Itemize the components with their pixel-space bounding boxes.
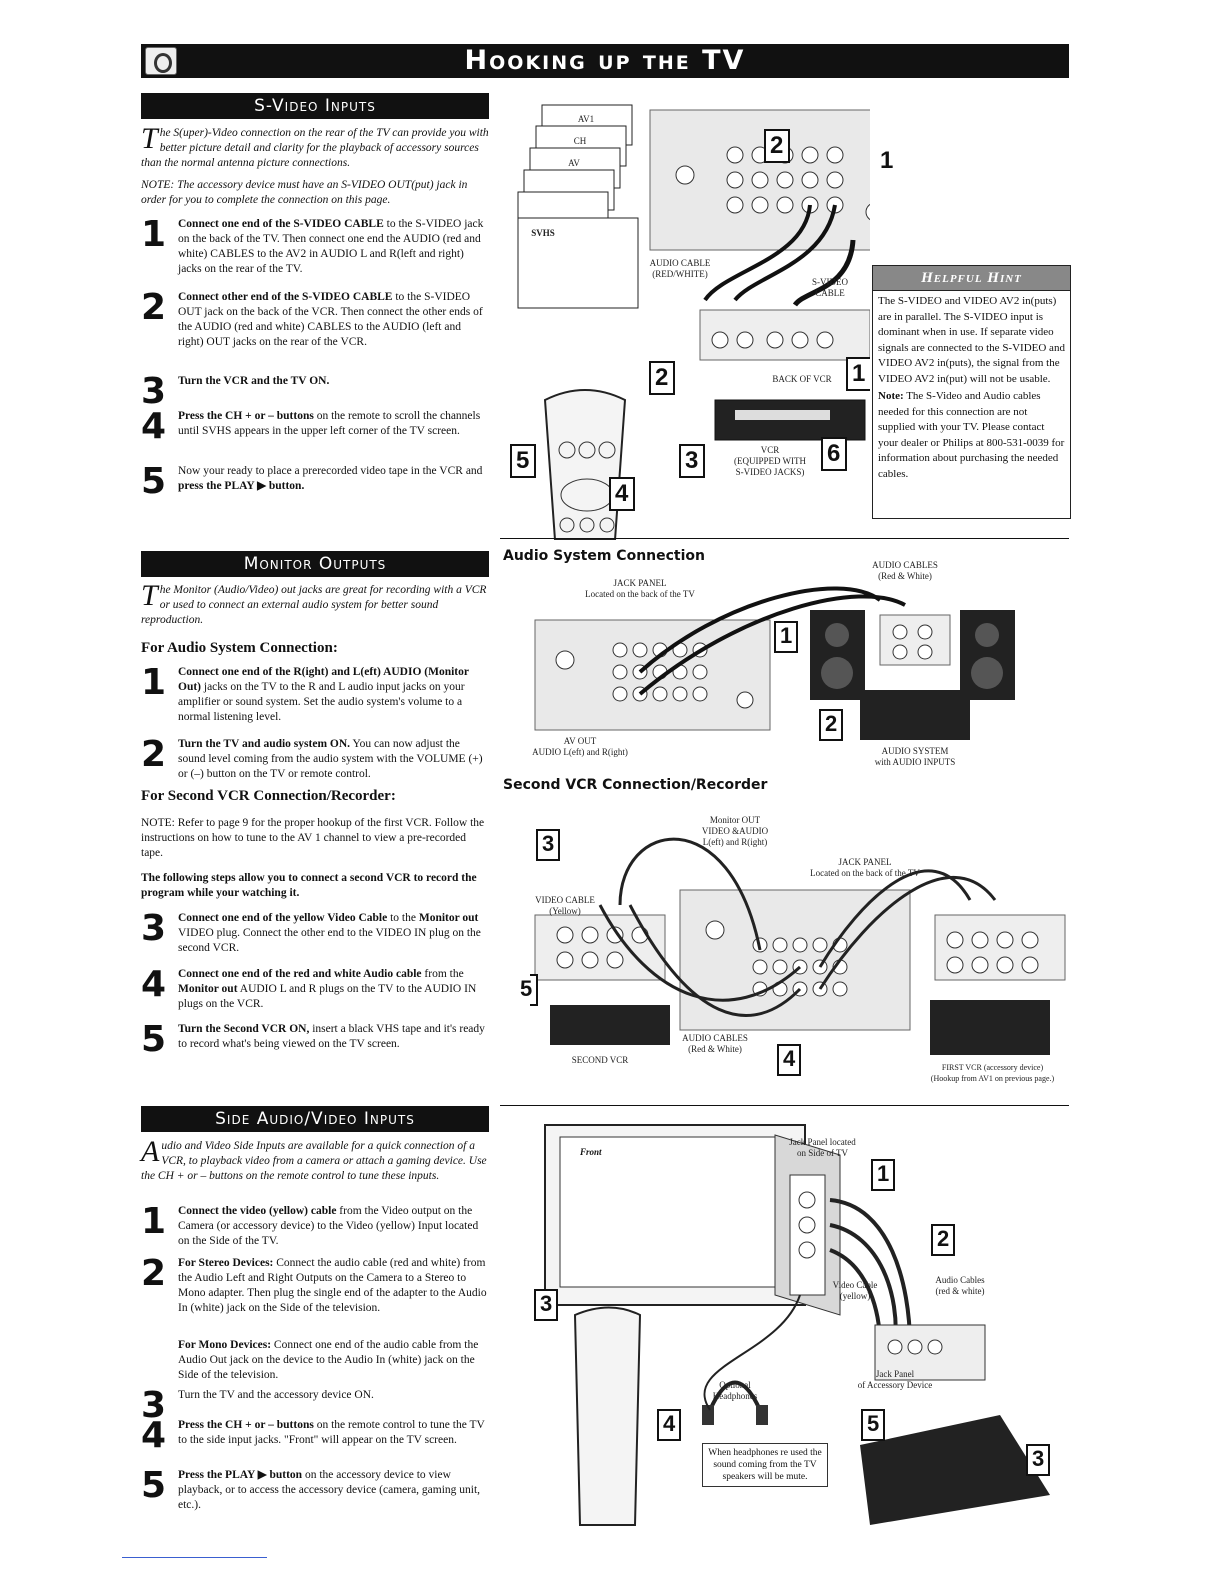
callout-1-top: 1 <box>880 147 894 174</box>
callout-2: 2 <box>825 711 838 736</box>
jack-panel-side-label: Jack Panel located on Side of TV <box>789 1137 856 1158</box>
side-step-mono <box>141 1338 489 1383</box>
page-title: Hooking up the TV <box>464 45 746 76</box>
step-text: on the remote control to tune the TV to the side input jacks. "Front" will appear on the TV screen. <box>178 1419 485 1446</box>
step-text: to the <box>387 912 419 924</box>
hint-title: Helpful Hint <box>873 266 1070 291</box>
step-text: Connect the audio cable (red and white) from the Audio Left and Right Outputs on the Camera to a Stereo to Mono adapter. Then plug the single end of the adapter to the Audio In (white) jack on the Side of the television. <box>178 1257 487 1314</box>
drop-cap: T <box>141 122 158 155</box>
step-bold: For Stereo Devices: <box>178 1257 274 1269</box>
step-text: on the remote to scroll the channels until SVHS appears in the upper left corner of the TV screen. <box>178 410 481 437</box>
svideo-intro <box>141 122 489 171</box>
jack-panel-device-label: Jack Panel of Accessory Device <box>857 1369 933 1390</box>
audio-cables-label: AUDIO CABLES (Red & White) <box>682 1033 748 1054</box>
vcr-lead: The following steps allow you to connect a second VCR to record the program while your watching it. <box>141 872 477 899</box>
step-number: 4 <box>141 406 167 447</box>
callout-3: 3 <box>542 831 555 856</box>
video-cable-label: Video Cable (yellow) <box>832 1280 878 1301</box>
callout-1: 1 <box>780 623 793 648</box>
vcr-step-4 <box>141 964 489 1012</box>
divider <box>500 538 1069 539</box>
step-bold: Press the CH + or – buttons <box>178 410 314 422</box>
step-text: Now your ready to place a prerecorded video tape in the VCR and <box>178 465 483 477</box>
step-text: to the S-VIDEO jack on the back of the TV. Then connect one end the AUDIO (red and white) CABLES to the AV2 in AUDIO L and R(left and right) jacks on the rear of the TV. <box>178 218 484 275</box>
audio-cable-label: AUDIO CABLE (RED/WHITE) <box>649 258 711 279</box>
step-bold: Turn the TV and audio system ON. <box>178 738 351 750</box>
step-text: from the <box>421 968 464 980</box>
callout-5: 5 <box>867 1411 880 1436</box>
step-text: AUDIO L and R plugs on the TV to the AUDIO IN plugs on the VCR. <box>178 983 477 1010</box>
step-number: 2 <box>141 734 167 775</box>
side-section-title: Side Audio/Video Inputs <box>141 1106 489 1132</box>
audio-step-1 <box>141 662 489 725</box>
step-number: 5 <box>141 1465 167 1506</box>
step-bold: For Mono Devices: <box>178 1339 272 1351</box>
step-number: 3 <box>141 1385 167 1426</box>
side-intro <box>141 1135 489 1184</box>
side-intro-text: udio and Video Side Inputs are available for a quick connection of a VCR, to playback video from a camera or attach a gaming device. Use the CH + or – buttons on the remote control to tune these inputs. <box>141 1140 487 1182</box>
video-cable-label: VIDEO CABLE (Yellow) <box>535 895 595 916</box>
step-bold: Turn the VCR and the TV ON. <box>178 375 330 387</box>
svideo-note: NOTE: The accessory device must have an S-VIDEO OUT(put) jack in order for you to complete the connection on this page. <box>141 179 468 206</box>
svideo-step-4 <box>141 406 489 447</box>
vcr-note: NOTE: Refer to page 9 for the proper hookup of the first VCR. Follow the instructions on how to tune to the AV 1 channel to view a pre-recorded tape. <box>141 817 485 859</box>
helpful-hint-box <box>872 265 1071 519</box>
svideo-section-title: S-Video Inputs <box>141 93 489 119</box>
screen-card-av1: AV1 <box>577 114 595 124</box>
screen-front-label: Front <box>580 1147 602 1157</box>
callout-4: 4 <box>663 1411 676 1436</box>
av-out-label: AV OUT AUDIO L(eft) and R(ight) <box>532 736 628 757</box>
monitor-section-title: Monitor Outputs <box>141 551 489 577</box>
screen-card-av: AV <box>568 158 580 168</box>
monitor-intro-text: he Monitor (Audio/Video) out jacks are great for recording with a VCR or used to connect an external audio system for better sound reproduction. <box>141 584 487 626</box>
step-number: 1 <box>141 662 167 703</box>
footer-link-line <box>122 1557 267 1558</box>
tv-logo-icon <box>145 47 177 75</box>
monitor-out-label: Monitor OUT VIDEO &AUDIO L(eft) and R(ight) <box>701 815 769 847</box>
step-text: to the S-VIDEO OUT jack on the back of the VCR. Then connect the other ends of the AUDIO (red and white) CABLES to the AUDIO (left and right) OUT jacks on the rear of the VCR. <box>178 291 483 348</box>
svideo-cable-label: S-VIDEO CABLE <box>812 277 848 298</box>
step-bold: Connect one end of the yellow Video Cable <box>178 912 388 924</box>
audio-subhead: For Audio System Connection: <box>141 640 338 656</box>
step-text: jacks on the TV to the R and L audio input jacks on your amplifier or sound system. Set the audio system's volume to a normal listening level. <box>178 681 465 723</box>
svideo-step-1 <box>141 214 489 277</box>
step-number: 5 <box>141 1019 167 1060</box>
svideo-step-2 <box>141 287 489 350</box>
vcr-diagram-art <box>530 800 1070 1090</box>
step-bold: Press the PLAY ▶ button <box>178 1469 303 1481</box>
step-bold: Connect one end of the S-VIDEO CABLE <box>178 218 384 230</box>
step-bold: Connect other end of the S-VIDEO CABLE <box>178 291 393 303</box>
screen-card-ch: CH <box>573 136 587 146</box>
vcr-label: VCR (EQUIPPED WITH S-VIDEO JACKS) <box>733 445 807 477</box>
svideo-step-5 <box>141 461 489 502</box>
callout-3: 3 <box>685 447 699 474</box>
step-text: on the accessory device to view playback, or to access the accessory device (camera, gaming unit, etc.). <box>178 1469 481 1511</box>
headphones-label: Optional Headphones <box>712 1380 758 1401</box>
jack-panel-label: JACK PANEL Located on the back of the TV <box>810 857 920 878</box>
step-number: 2 <box>141 1253 167 1294</box>
callout-4: 4 <box>615 480 629 507</box>
jack-panel-label: JACK PANEL Located on the back of the TV <box>585 578 695 599</box>
callout-2-top: 2 <box>770 132 784 159</box>
audio-cables-label: AUDIO CABLES (Red & White) <box>872 560 938 581</box>
back-of-vcr-label: BACK OF VCR <box>772 374 832 384</box>
audio-step-2 <box>141 734 489 782</box>
side-step-5 <box>141 1465 489 1513</box>
drop-cap: A <box>141 1135 160 1168</box>
monitor-intro <box>141 579 489 628</box>
callout-3-camera: 3 <box>1032 1446 1045 1471</box>
callout-2-left: 2 <box>655 364 669 391</box>
divider <box>500 1105 1069 1106</box>
side-step-2 <box>141 1253 489 1316</box>
step-bold: Connect one end of the red and white Audio cable <box>178 968 422 980</box>
audio-diagram-heading: Audio System Connection <box>503 548 706 564</box>
vcr-step-5 <box>141 1019 489 1060</box>
vcr-diagram <box>520 800 1070 1090</box>
audio-system-label: AUDIO SYSTEM with AUDIO INPUTS <box>874 746 956 767</box>
vcr-diagram-heading: Second VCR Connection/Recorder <box>503 777 768 793</box>
callout-5: 5 <box>516 447 530 474</box>
step-number: 3 <box>141 908 167 949</box>
step-text: from the Video output on the Camera (or accessory device) to the Video (yellow) Input located on the Side of the TV. <box>178 1205 479 1247</box>
drop-cap: T <box>141 579 158 612</box>
step-text: You can now adjust the sound level coming from the audio system with the VOLUME (+) or (–) button on the TV or remote control. <box>178 738 483 780</box>
hint-note-label: Note: <box>878 390 904 402</box>
step-bold: Monitor out <box>418 912 479 924</box>
headphone-note: When headphones re used the sound coming from the TV speakers will be mute. <box>702 1443 828 1487</box>
page-banner <box>141 44 1069 78</box>
first-vcr-label: FIRST VCR (accessory device) (Hookup from AV1 on previous page.) <box>930 1063 1055 1083</box>
callout-1-right: 1 <box>852 360 866 387</box>
second-vcr-label: SECOND VCR <box>571 1055 629 1065</box>
svideo-step-3 <box>141 371 489 412</box>
step-text: insert a black VHS tape and it's ready to record what's being viewed on the TV screen. <box>178 1023 485 1050</box>
step-text: Turn the TV and the accessory device ON. <box>178 1389 374 1401</box>
svideo-intro-text: he S(uper)-Video connection on the rear of the TV can provide you with better picture detail and clarity for the playback of accessory sources than the normal antenna picture connections. <box>141 127 489 169</box>
hint-note-text: The S-Video and Audio cables needed for this connection are not supplied with your TV. Please contact your dealer or Philips at 800-531-0039 for information about purchasing the needed cables. <box>878 390 1065 480</box>
step-number: 4 <box>141 1415 167 1456</box>
step-bold: Press the CH + or – buttons <box>178 1419 314 1431</box>
step-number: 1 <box>141 1201 167 1242</box>
vcr-step-3 <box>141 908 489 956</box>
step-bold: Connect one end of the R(ight) and L(eft) AUDIO (Monitor Out) <box>178 666 469 693</box>
step-bold: Connect the video (yellow) cable <box>178 1205 337 1217</box>
vcr-subhead: For Second VCR Connection/Recorder: <box>141 788 396 804</box>
callout-3-remote: 3 <box>540 1291 553 1316</box>
step-bold: press the PLAY ▶ button. <box>178 480 305 492</box>
callout-1: 1 <box>877 1161 890 1186</box>
step-number: 5 <box>141 461 167 502</box>
audio-cables-label: Audio Cables (red & white) <box>935 1275 985 1296</box>
callout-5: 5 <box>520 976 533 1001</box>
side-step-1 <box>141 1201 489 1249</box>
callout-6: 6 <box>827 440 841 467</box>
step-number: 1 <box>141 214 167 255</box>
step-number: 4 <box>141 964 167 1005</box>
callout-4: 4 <box>783 1046 796 1071</box>
step-number: 2 <box>141 287 167 328</box>
audio-diagram <box>520 560 1065 770</box>
step-bold: Turn the Second VCR ON, <box>178 1023 310 1035</box>
hint-text: The S-VIDEO and VIDEO AV2 in(puts) are in parallel. The S-VIDEO input is dominant when in use. If separate video signals are connected to the S-VIDEO and VIDEO AV2 in(puts), the signal from the VIDEO AV2 in(put) will not be usable. <box>878 295 1065 385</box>
side-step-4 <box>141 1415 489 1456</box>
step-text: Connect one end of the audio cable from the Audio Out jack on the device to the Audio In (white) jack on the Side of the television. <box>178 1339 479 1381</box>
step-text: VIDEO plug. Connect the other end to the VIDEO IN plug on the second VCR. <box>178 927 481 954</box>
step-number: 3 <box>141 371 167 412</box>
step-bold: Monitor out <box>178 983 238 995</box>
screen-card-svhs: SVHS <box>531 228 555 238</box>
callout-2: 2 <box>937 1226 950 1251</box>
side-diagram <box>530 1115 1070 1530</box>
